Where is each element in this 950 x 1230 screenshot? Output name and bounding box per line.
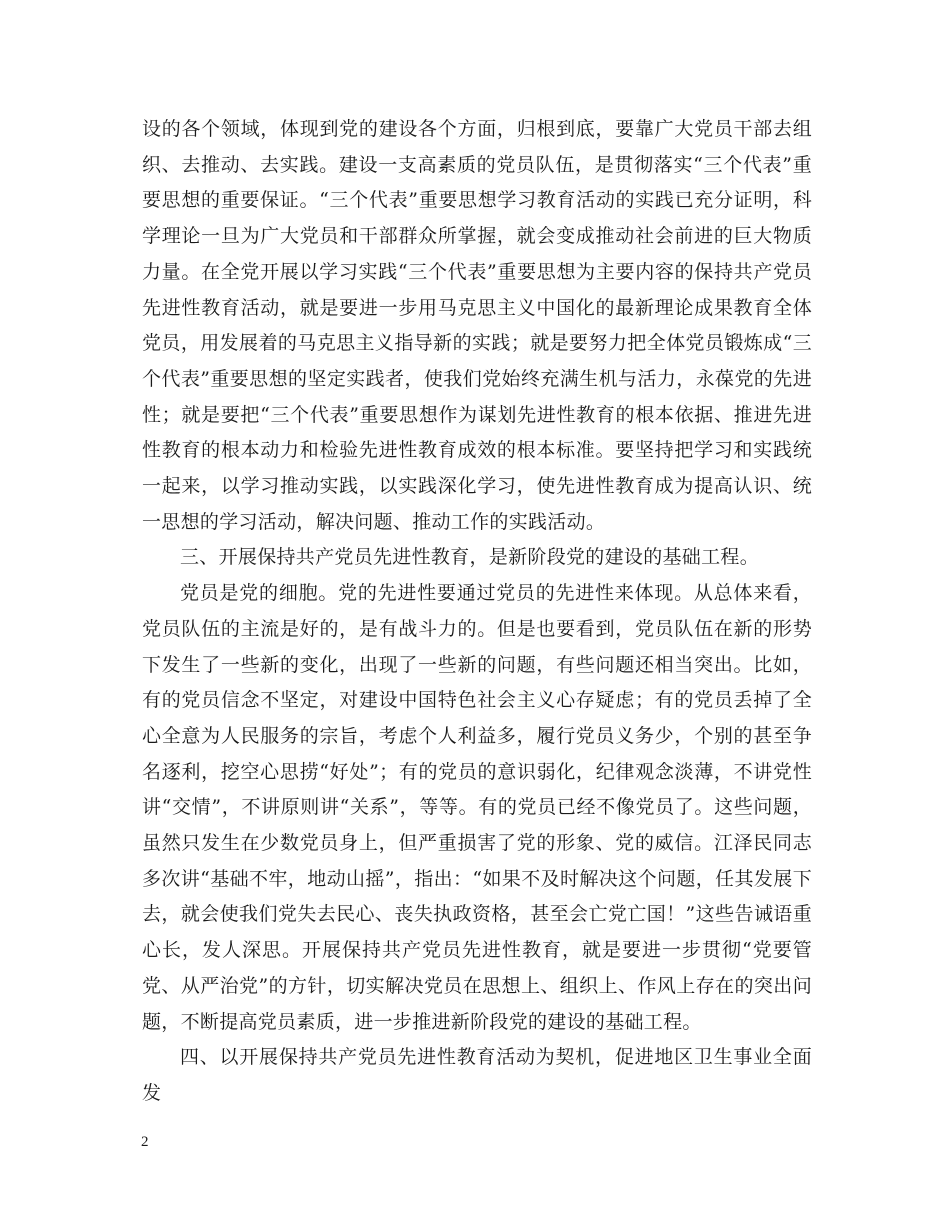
page-number: 2 xyxy=(141,1134,149,1150)
paragraph-heading-three: 三、开展保持共产党员先进性教育，是新阶段党的建设的基础工程。 xyxy=(180,546,760,569)
paragraph-party-members: 党员是党的细胞。党的先进性要通过党员的先进性来体现。从总体来看，党员队伍的主流是好的，是有战斗力的。但是也要看到，党员队伍在新的形势下发生了一些新的变化，出现了一些新的问题，有些问题还相当突出。比如，有的党员信念不坚定，对建设中国特色社会主义心存疑虑；有的党员丢掉了全心全意为人民服务的宗旨，考虑个人利益多，履行党员义务少，个别的甚至争名逐利，挖空心思捞“好处”；有的党员的意识弱化，纪律观念淡薄，不讲党性讲“交情”，不讲原则讲“关系”，等等。有的党员已经不像党员了。这些问题，虽然只发生在少数党员身上，但严重损害了党的形象、党的威信。江泽民同志多次讲“基础不牢，地动山摇”，指出：“如果不及时解决这个问题，任其发展下去，就会使我们党失去民心、丧失执政资格，甚至会亡党亡国！”这些告诫语重心长，发人深思。开展保持共产党员先进性教育，就是要进一步贯彻“党要管党、从严治党”的方针，切实解决党员在思想上、组织上、作风上存在的突出问题，不断提高党员素质，进一步推进新阶段党的建设的基础工程。 xyxy=(142,582,812,1033)
paragraph-continued: 设的各个领域，体现到党的建设各个方面，归根到底，要靠广大党员干部去组织、去推动、去实践。建设一支高素质的党员队伍，是贯彻落实“三个代表”重要思想的重要保证。“三个代表”重要思想学习教育活动的实践已充分证明，科学理论一旦为广大党员和干部群众所掌握，就会变成推动社会前进的巨大物质力量。在全党开展以学习实践“三个代表”重要思想为主要内容的保持共产党员先进性教育活动，就是要进一步用马克思主义中国化的最新理论成果教育全体党员，用发展着的马克思主义指导新的实践；就是要努力把全体党员锻炼成“三个代表”重要思想的坚定实践者，使我们党始终充满生机与活力，永葆党的先进性；就是要把“三个代表”重要思想作为谋划先进性教育的根本依据、推进先进性教育的根本动力和检验先进性教育成效的根本标准。要坚持把学习和实践统一起来，以学习推动实践，以实践深化学习，使先进性教育成为提高认识、统一思想的学习活动，解决问题、推动工作的实践活动。 xyxy=(142,118,812,533)
paragraph-heading-four: 四、以开展保持共产党员先进性教育活动为契机，促进地区卫生事业全面发 xyxy=(142,1046,812,1104)
document-body xyxy=(142,112,812,1112)
